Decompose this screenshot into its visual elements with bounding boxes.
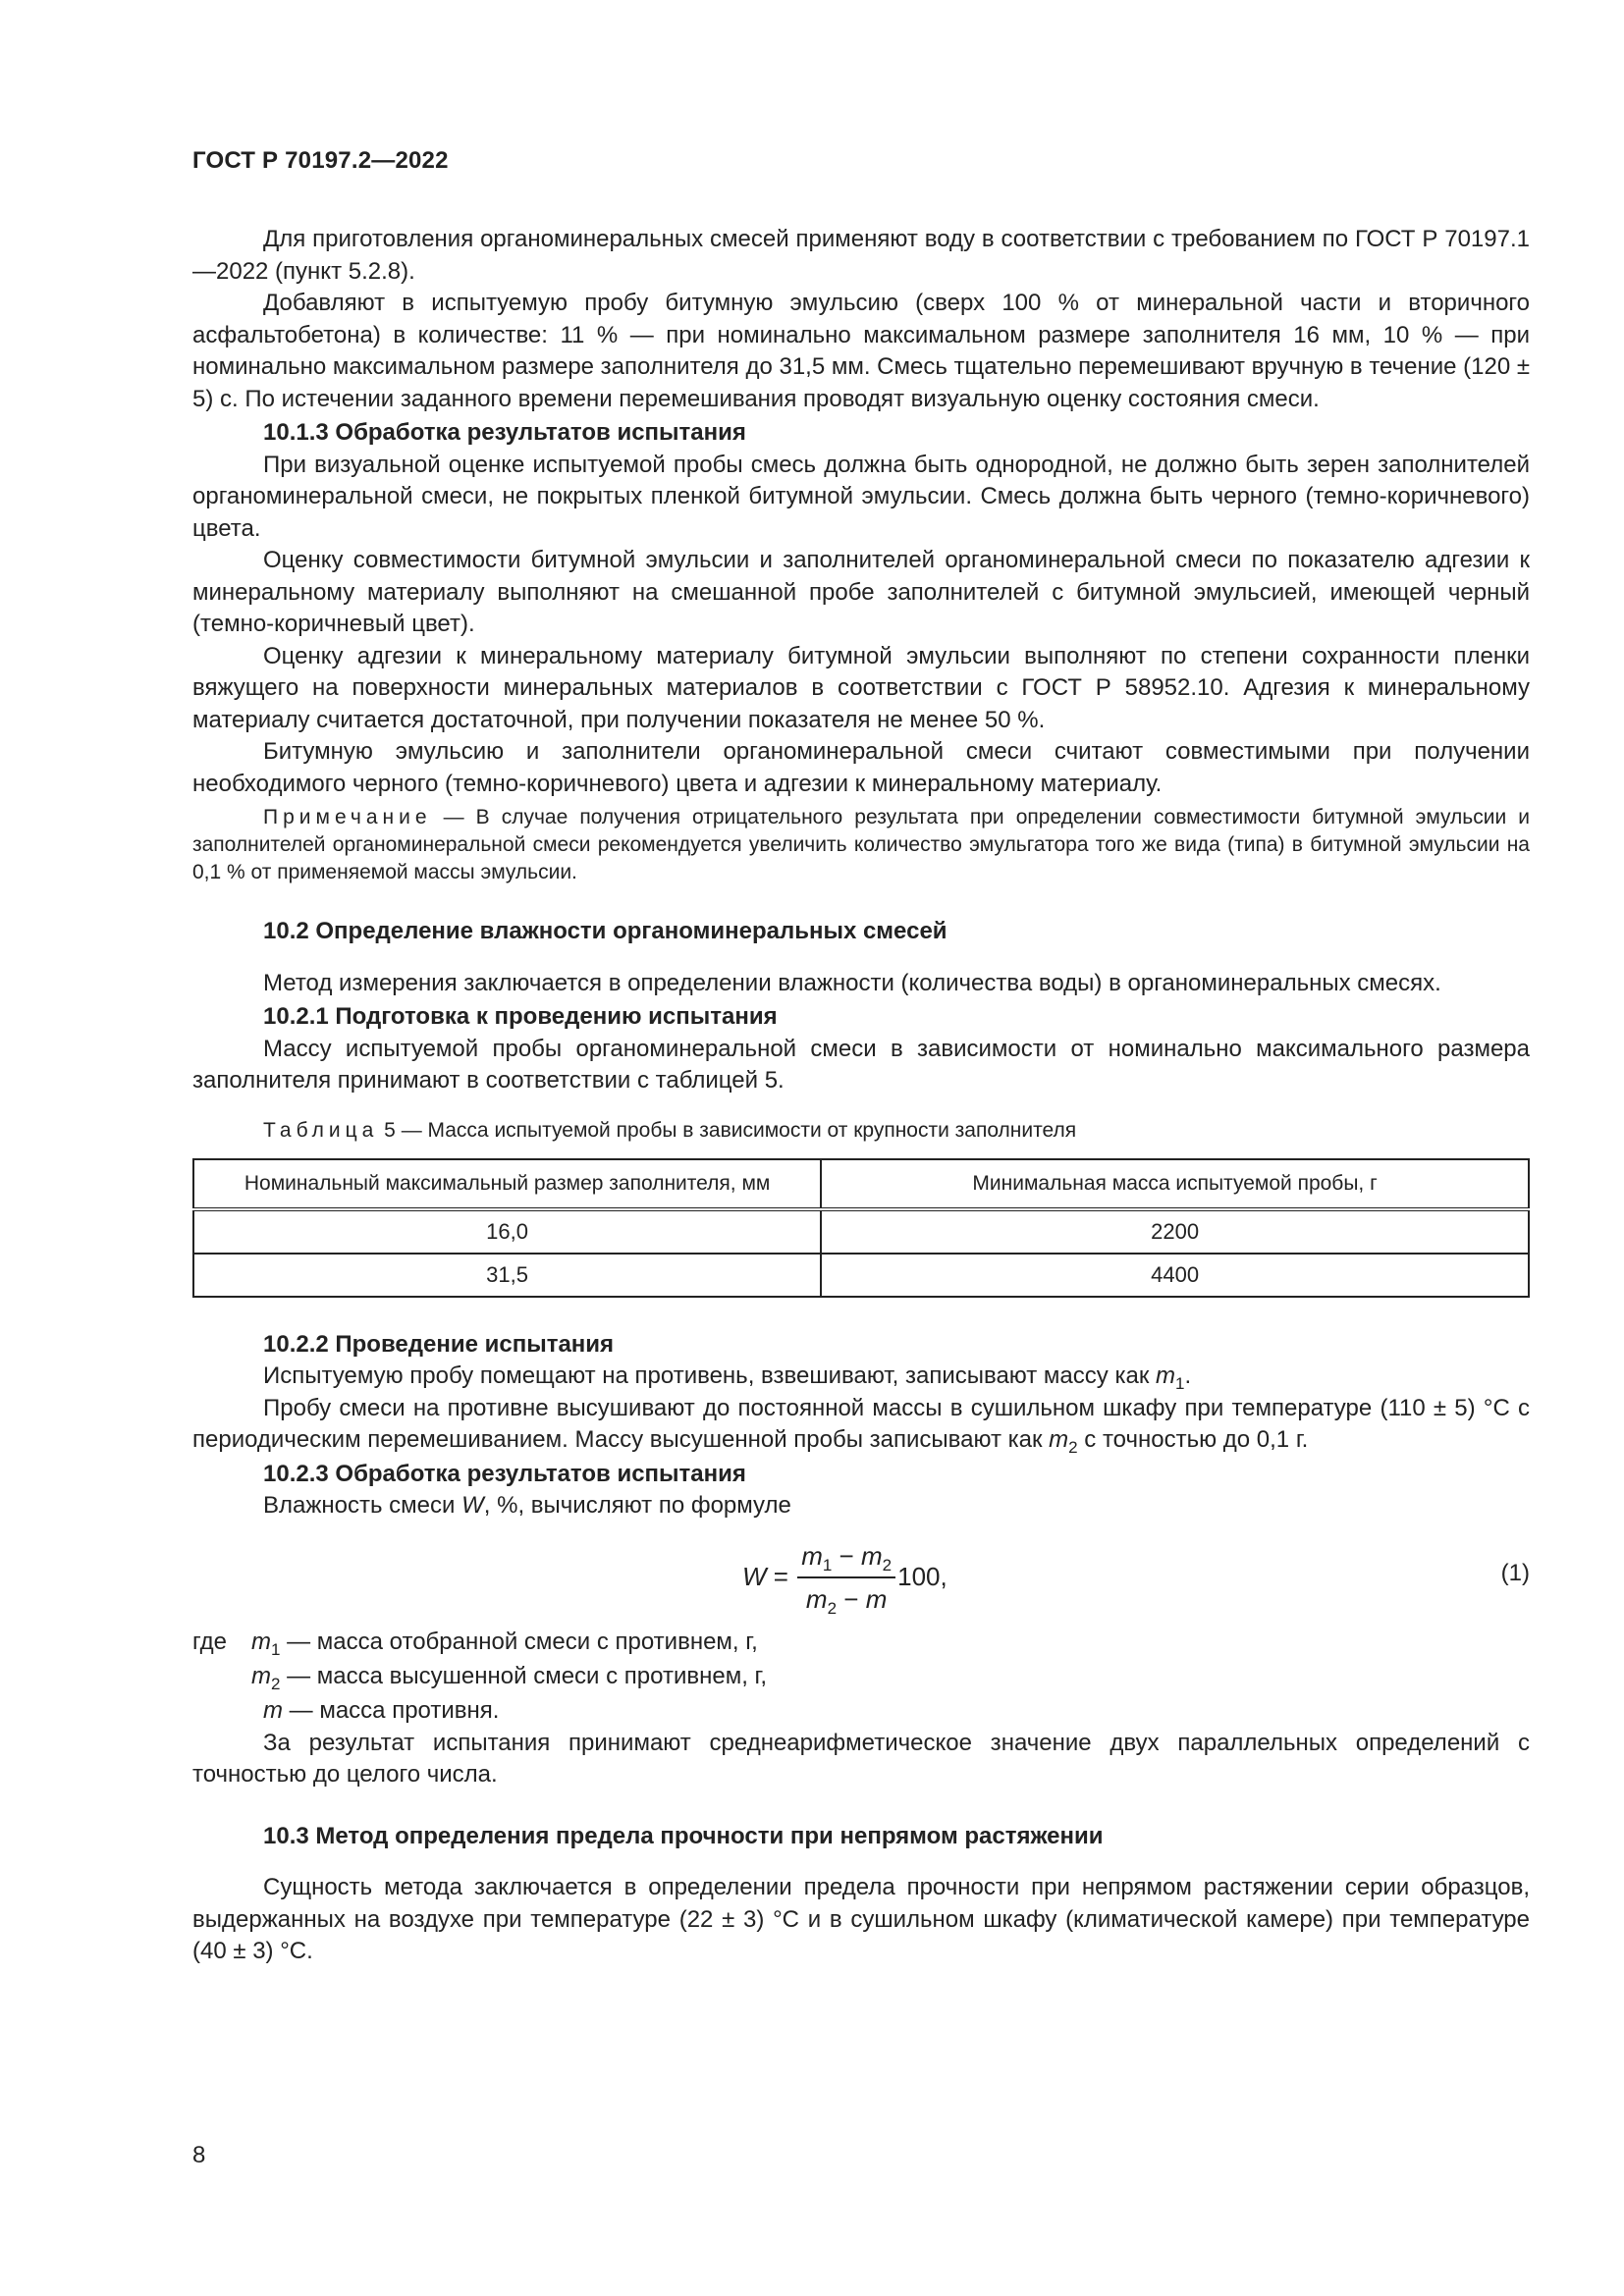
table-caption-label: Таблица	[263, 1118, 379, 1142]
section-10-3: 10.3 Метод определения предела прочности при непрямом растяжении	[263, 1822, 1104, 1849]
table-row	[193, 1209, 1529, 1254]
paragraph-weigh: Испытуемую пробу помещают на противень, взвешивают, записывают массу как $m_1$.	[263, 1362, 1192, 1393]
note-label: Примечание	[263, 806, 432, 828]
formula-fraction	[797, 1537, 895, 1618]
subsection-10-2-3: 10.2.3 Обработка результатов испытания	[263, 1460, 746, 1487]
table-header-size: Номинальный максимальный размер заполнителя, мм	[193, 1159, 821, 1209]
paragraph-visual: При визуальной оценке испытуемой пробы смесь должна быть однородной, не должно быть зерен заполнителей органоминеральной смеси, не покрытых пленкой битумной эмульсии. Смесь должна быть черного (темно-коричневого) цвета.	[192, 451, 1530, 542]
paragraph-dry: Пробу смеси на противне высушивают до постоянной массы в сушильном шкафу при температуре (110 ± 5) °С с периодическим перемешиванием. Массу высушенной пробы записывают как $m_2$ с точностью до 0,1 г.	[192, 1394, 1530, 1457]
document-header: ГОСТ Р 70197.2—2022	[192, 147, 449, 174]
table-cell: 4400	[821, 1254, 1529, 1297]
formula-1	[192, 1530, 1530, 1625]
subsection-10-2-2: 10.2.2 Проведение испытания	[263, 1330, 615, 1358]
table-header-mass: Минимальная масса испытуемой пробы, г	[821, 1159, 1529, 1209]
table-caption-text: 5 — Масса испытуемой пробы в зависимости от крупности заполнителя	[378, 1118, 1077, 1142]
table-cell: 16,0	[193, 1209, 821, 1254]
formula-body: W = $\frac{m_1 - m_2}{m_2 - m}$ 100,	[742, 1530, 947, 1625]
table-cell: 31,5	[193, 1254, 821, 1297]
formula-denominator: $m_2 - m$	[805, 1583, 888, 1618]
paragraph-emulsion: Добавляют в испытуемую пробу битумную эмульсию (сверх 100 % от минеральной части и вторичного асфальтобетона) в количестве: 11 % — при номинально максимальном размере заполнителя 16 мм, 10 % — при номинально максимальном размере заполнителя до 31,5 мм. Смесь тщательно перемешивают вручную в течение (120 ± 5) с. По истечении заданного времени перемешивания проводят визуальную оценку состояния смеси.	[192, 290, 1530, 412]
section-10-2: 10.2 Определение влажности органоминеральных смесей	[263, 918, 947, 944]
table-header-row	[193, 1159, 1529, 1209]
formula-numerator: $m_1 - m_2$	[797, 1537, 895, 1578]
table-caption	[192, 1117, 1530, 1145]
paragraph-result: За результат испытания принимают среднеарифметическое значение двух параллельных определений с точностью до целого числа.	[192, 1729, 1530, 1788]
paragraph-essence: Сущность метода заключается в определении предела прочности при непрямом растяжении серии образцов, выдержанных на воздухе при температуре (22 ± 3) °С и в сушильном шкафу (климатической камере) при температуре (40 ± 3) °С.	[192, 1874, 1530, 1964]
document-body	[192, 224, 1530, 1968]
page-number: 8	[192, 2142, 206, 2168]
paragraph-compat: Оценку совместимости битумной эмульсии и заполнителей органоминеральной смеси по показателю адгезии к минеральному материалу выполняют на смешанной пробе заполнителей с битумной эмульсией, имеющей черный (темно-коричневый цвет).	[192, 547, 1530, 637]
paragraph-compatible: Битумную эмульсию и заполнители органоминеральной смеси считают совместимыми при получении необходимого черного (темно-коричневого) цвета и адгезии к минеральному материалу.	[192, 738, 1530, 797]
paragraph-method: Метод измерения заключается в определении влажности (количества воды) в органоминеральных смесях.	[263, 969, 1441, 996]
formula-number: (1)	[1500, 1559, 1530, 1586]
paragraph-water: Для приготовления органоминеральных смесей применяют воду в соответствии с требованием по ГОСТ Р 70197.1—2022 (пункт 5.2.8).	[192, 226, 1530, 285]
legend-row-m1: где $m_1$ — масса отобранной смеси с противнем, г,	[192, 1628, 758, 1659]
note-text: — В случае получения отрицательного результата при определении совместимости битумной эмульсии и заполнителей органоминеральной смеси рекомендуется увеличить количество эмульгатора того же вида (типа) в битумной эмульсии на 0,1 % от применяемой массы эмульсии.	[192, 806, 1530, 883]
paragraph-moisture: Влажность смеси W, %, вычисляют по формуле	[263, 1492, 791, 1519]
note	[192, 804, 1530, 886]
table-row	[193, 1254, 1529, 1297]
subsection-10-2-1: 10.2.1 Подготовка к проведению испытания	[263, 1003, 778, 1030]
formula-legend	[192, 1625, 1530, 1728]
subsection-10-1-3: 10.1.3 Обработка результатов испытания	[263, 419, 746, 446]
table-5	[192, 1158, 1530, 1298]
paragraph-adhesion: Оценку адгезии к минеральному материалу битумной эмульсии выполняют по степени сохранности пленки вяжущего на поверхности минеральных материалов в соответствии с ГОСТ Р 58952.10. Адгезия к минеральному материалу считается достаточной, при получении показателя не менее 50 %.	[192, 642, 1530, 733]
legend-row-m2: $m_2$ — масса высушенной смеси с противнем, г,	[251, 1662, 768, 1693]
paragraph-mass: Массу испытуемой пробы органоминеральной смеси в зависимости от номинально максимального размера заполнителя принимают в соответствии с таблицей 5.	[192, 1035, 1530, 1094]
table-cell: 2200	[821, 1209, 1529, 1254]
legend-row-m: m — масса противня.	[263, 1696, 500, 1724]
